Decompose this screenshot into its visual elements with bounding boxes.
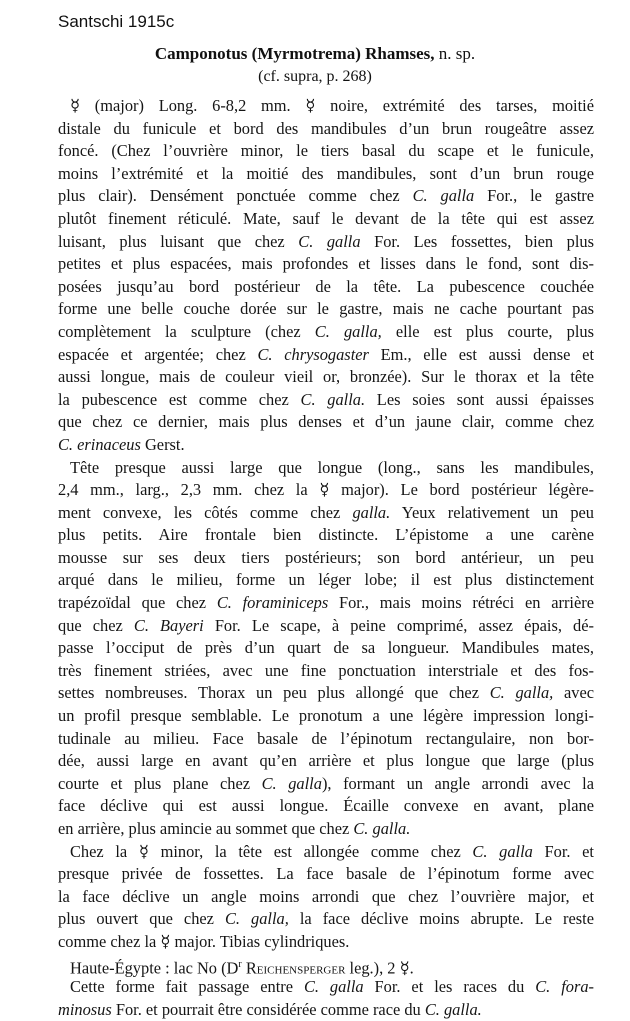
text-run: Chez la ☿ minor, la tête est allongée comme chez: [70, 841, 473, 861]
text-line: [58, 524, 594, 547]
text-line: [58, 954, 594, 977]
text-run: trapézoïdal que chez: [58, 593, 217, 613]
text-line: [58, 615, 594, 638]
text-line: [58, 547, 594, 570]
text-run: moins l’extrémité et la moitié des mandibules, sont d’un brun rouge: [58, 163, 594, 183]
text-run: Em., elle est aussi dense et: [368, 344, 595, 364]
text-line: [58, 185, 594, 208]
text-line: [58, 976, 594, 999]
text-run: aussi longue, mais de couleur vieil or, bronzée). Sur le thorax et la tête: [58, 367, 594, 387]
page-label: Santschi 1915c: [58, 12, 175, 31]
taxon-name: C. galla: [412, 186, 475, 206]
taxon-name: C. chrysogaster: [257, 344, 369, 364]
text-line: [58, 457, 594, 480]
title-species: Rhamses,: [365, 44, 435, 63]
text-line: [58, 95, 594, 118]
text-run: foncé. (Chez l’ouvrière minor, le tiers basal du scape et le funicule,: [58, 141, 594, 161]
taxon-name: C. Bayeri: [133, 615, 204, 635]
text-run: petites et plus espacées, mais profondes et lisses dans le fond, sont dis-: [58, 254, 594, 274]
text-line: [58, 750, 594, 773]
text-line: [58, 773, 594, 796]
text-line: [58, 818, 594, 841]
text-run: comme chez la ☿ major. Tibias cylindriques.: [58, 931, 350, 951]
text-run: plus petits. Aire frontale bien distincte. L’épistome a une carène: [58, 525, 594, 545]
text-line: [58, 705, 594, 728]
title-suffix: n. sp.: [438, 44, 476, 63]
text-run: Gerst.: [140, 434, 185, 454]
text-run: la face déclive un angle moins arrondi que chez l’ouvrière major, et: [58, 886, 594, 906]
text-line: [58, 479, 594, 502]
text-run: Haute-Égypte : lac No (D: [70, 958, 239, 978]
taxon-name: C. galla: [261, 773, 322, 793]
text-line: [58, 908, 594, 931]
text-run: distale du funicule et bord des mandibules d’un brun rougeâtre assez: [58, 118, 594, 138]
title-subgenus: (Myrmotrema): [251, 44, 361, 63]
text-run: courte et plus plane chez: [58, 773, 262, 793]
text-line: [58, 728, 594, 751]
text-run: passe l’occiput de près d’un quart de sa longueur. Mandibules mates,: [58, 638, 594, 658]
text-run: luisant, plus luisant que chez: [58, 231, 299, 251]
taxon-name: galla.: [352, 502, 391, 522]
species-subtitle: (cf. supra, p. 268): [258, 68, 372, 85]
text-run: presque privée de fossettes. La face basale de l’épinotum forme avec: [58, 864, 594, 884]
text-line: [58, 389, 594, 412]
taxon-name: C. galla: [298, 231, 361, 251]
text-run: arqué dans le milieu, forme un léger lobe; il est plus distinctement: [58, 570, 594, 590]
text-run: Tête presque aussi large que longue (long., sans les mandibules,: [70, 457, 594, 477]
text-run: r: [238, 958, 242, 970]
taxon-name: C. galla: [303, 977, 364, 997]
text-run: posées jusqu’au bord postérieur de la tête. La pubescence couchée: [58, 276, 594, 296]
text-line: [58, 434, 594, 457]
text-run: plutôt finement réticulé. Mate, sauf le devant de la tête qui est assez: [58, 208, 594, 228]
text-line: [58, 321, 594, 344]
text-run: très finement striées, avec une fine ponctuation interstriale et des fos-: [58, 660, 594, 680]
text-run: tudinale au milieu. Face basale de l’épinotum rectangulaire, non bor-: [58, 728, 594, 748]
text-line: [58, 344, 594, 367]
text-line: [58, 637, 594, 660]
text-run: For. et les races du: [363, 977, 536, 997]
text-line: [58, 253, 594, 276]
taxon-name: C. galla,: [314, 321, 382, 341]
text-line: [58, 682, 594, 705]
text-line: [58, 298, 594, 321]
text-run: ment convexe, les côtés comme chez: [58, 502, 353, 522]
text-run: Cette forme fait passage entre: [70, 977, 304, 997]
text-run: avec: [553, 683, 595, 703]
text-line: [58, 276, 594, 299]
text-run: la face déclive moins abrupte. Le reste: [288, 909, 594, 929]
text-run: Les soies sont aussi épaisses: [365, 389, 595, 409]
text-run: Yeux relativement un peu: [390, 502, 594, 522]
text-run: dée, aussi large en avant qu’en arrière et plus longue que large (plus: [58, 751, 594, 771]
taxon-name: C. galla.: [424, 999, 482, 1019]
text-line: [58, 502, 594, 525]
text-line: [58, 366, 594, 389]
text-run: For. Les fossettes, bien plus: [360, 231, 595, 251]
text-run: For. Le scape, à peine comprimé, assez épais, dé-: [203, 615, 594, 635]
taxon-name: C. galla.: [300, 389, 366, 409]
taxon-name: C. galla,: [224, 909, 289, 929]
taxon-name: C. fora-: [535, 977, 594, 997]
text-run: elle est plus courte, plus: [381, 321, 594, 341]
title-genus: Camponotus: [154, 44, 248, 63]
text-run: For. et: [532, 841, 594, 861]
text-run: For., le gastre: [474, 186, 594, 206]
text-line: [58, 999, 594, 1021]
text-line: [58, 140, 594, 163]
taxon-name: minosus: [58, 999, 112, 1019]
taxon-name: C. foraminiceps: [216, 593, 329, 613]
taxon-name: C. galla.: [353, 819, 411, 838]
text-run: la pubescence est comme chez: [58, 389, 301, 409]
text-line: [58, 660, 594, 683]
text-line: [58, 931, 594, 954]
text-run: complètement la sculpture (chez: [58, 321, 315, 341]
text-line: [58, 841, 594, 864]
text-run: que chez ce dernier, mais plus denses et d’un jaune clair, comme chez: [58, 412, 594, 432]
text-run: Reichensperger: [245, 958, 346, 978]
text-line: [58, 118, 594, 141]
text-line: [58, 863, 594, 886]
text-line: [58, 569, 594, 592]
text-run: plus ouvert que chez: [58, 909, 225, 929]
taxon-name: C. galla: [472, 841, 533, 861]
taxon-name: C. erinaceus: [58, 434, 141, 454]
text-run: un profil presque semblable. Le pronotum a une légère impression longi-: [58, 706, 594, 726]
text-run: For. et pourrait être considérée comme race du: [111, 999, 425, 1019]
text-run: For., mais moins rétréci en arrière: [328, 593, 594, 613]
text-run: en arrière, plus amincie au sommet que chez: [58, 819, 354, 838]
text-run: espacée et argentée; chez: [58, 344, 258, 364]
text-run: leg.), 2 ☿.: [345, 958, 414, 978]
text-run: ☿ (major) Long. 6-8,2 mm. ☿ noire, extrémité des tarses, moitié: [70, 96, 594, 115]
text-run: plus clair). Densément ponctuée comme chez: [58, 186, 413, 206]
text-run: settes nombreuses. Thorax un peu plus allongé que chez: [58, 683, 490, 703]
text-line: [58, 231, 594, 254]
species-title: [0, 44, 630, 64]
text-line: [58, 208, 594, 231]
text-run: que chez: [58, 615, 134, 635]
text-line: [58, 886, 594, 909]
taxon-name: C. galla,: [489, 683, 554, 703]
text-line: [58, 795, 594, 818]
text-run: forme une belle couche dorée sur le gastre, mais ne cache pourtant pas: [58, 299, 594, 319]
text-run: ), formant un angle arrondi avec la: [321, 773, 595, 793]
text-line: [58, 411, 594, 434]
text-line: [58, 163, 594, 186]
body-text: [58, 95, 594, 1021]
text-run: 2,4 mm., larg., 2,3 mm. chez la ☿ major). Le bord postérieur légère-: [58, 480, 594, 500]
text-run: face déclive qui est aussi longue. Écaille convexe en avant, plane: [58, 796, 594, 816]
text-line: [58, 592, 594, 615]
text-run: mousse sur ses deux tiers postérieurs; son bord antérieur, un peu: [58, 547, 594, 567]
